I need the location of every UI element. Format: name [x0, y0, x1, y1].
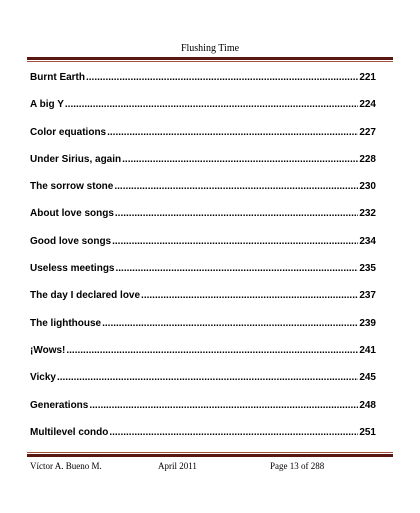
toc-entry-page: 234: [359, 235, 376, 247]
toc-entry-page: 224: [359, 99, 376, 111]
footer-rule-thick: [27, 454, 393, 457]
toc-dot-leader: [66, 345, 358, 356]
toc-entry-page: 227: [359, 126, 376, 138]
toc-entry-title: The sorrow stone: [30, 181, 114, 193]
toc-entry-page: 251: [359, 426, 376, 438]
toc-entry-page: 237: [359, 290, 376, 302]
toc-dot-leader: [115, 208, 358, 219]
toc-entry[interactable]: [30, 181, 376, 208]
header-rule-thick: [27, 57, 393, 60]
toc-entry-title: Burnt Earth: [30, 72, 85, 83]
toc-entry[interactable]: [30, 290, 376, 317]
toc-entry-title: Under Sirius, again: [30, 153, 122, 165]
toc-dot-leader: [122, 154, 358, 165]
toc-entry-title: Generations: [30, 399, 89, 411]
toc-dot-leader: [57, 372, 358, 383]
toc-entry-page: 221: [359, 72, 376, 83]
toc-entry[interactable]: [30, 72, 376, 99]
toc-entry-title: Color equations: [30, 126, 107, 138]
toc-entry[interactable]: [30, 318, 376, 345]
toc-entry-page: 241: [359, 344, 376, 356]
toc-entry-page: 239: [359, 317, 376, 329]
toc-entry[interactable]: [30, 345, 376, 372]
table-of-contents: [30, 72, 376, 454]
toc-entry-title: Useless meetings: [30, 263, 115, 275]
toc-entry-title: ¡Wows!: [30, 344, 66, 356]
toc-dot-leader: [112, 236, 358, 247]
toc-entry-title: Vicky: [30, 372, 56, 384]
header-rule-thin: [27, 61, 393, 62]
toc-entry-title: The lighthouse: [30, 317, 102, 329]
toc-dot-leader: [141, 290, 358, 301]
toc-entry[interactable]: [30, 236, 376, 263]
toc-dot-leader: [102, 318, 358, 329]
toc-dot-leader: [114, 181, 358, 192]
footer-rule-thin: [27, 452, 393, 453]
toc-entry[interactable]: [30, 427, 376, 454]
document-title: Flushing Time: [180, 43, 240, 54]
toc-dot-leader: [109, 427, 358, 438]
toc-entry[interactable]: [30, 372, 376, 399]
toc-entry[interactable]: [30, 99, 376, 126]
toc-entry-title: Multilevel condo: [30, 426, 109, 438]
toc-entry-title: Good love songs: [30, 235, 112, 247]
toc-entry-page: 228: [359, 153, 376, 165]
toc-entry-title: About love songs: [30, 208, 114, 220]
toc-dot-leader: [86, 72, 358, 83]
toc-entry[interactable]: [30, 154, 376, 181]
toc-entry[interactable]: [30, 263, 376, 290]
toc-dot-leader: [116, 263, 359, 274]
toc-entry-page: 230: [359, 181, 376, 193]
toc-dot-leader: [89, 400, 358, 411]
footer-page-number: Page 13 of 288: [270, 461, 325, 471]
toc-entry-page: 232: [359, 208, 376, 220]
toc-dot-leader: [65, 99, 358, 110]
toc-entry[interactable]: [30, 127, 376, 154]
footer-author: Víctor A. Bueno M.: [30, 461, 102, 471]
toc-entry-page: 245: [359, 372, 376, 384]
toc-entry-title: A big Y: [30, 99, 64, 111]
toc-entry[interactable]: [30, 208, 376, 235]
toc-dot-leader: [107, 127, 358, 138]
toc-entry-title: The day I declared love: [30, 290, 141, 302]
toc-entry-page: 235: [359, 263, 376, 275]
toc-entry[interactable]: [30, 400, 376, 427]
footer-date: April 2011: [158, 461, 197, 471]
toc-entry-page: 248: [359, 399, 376, 411]
